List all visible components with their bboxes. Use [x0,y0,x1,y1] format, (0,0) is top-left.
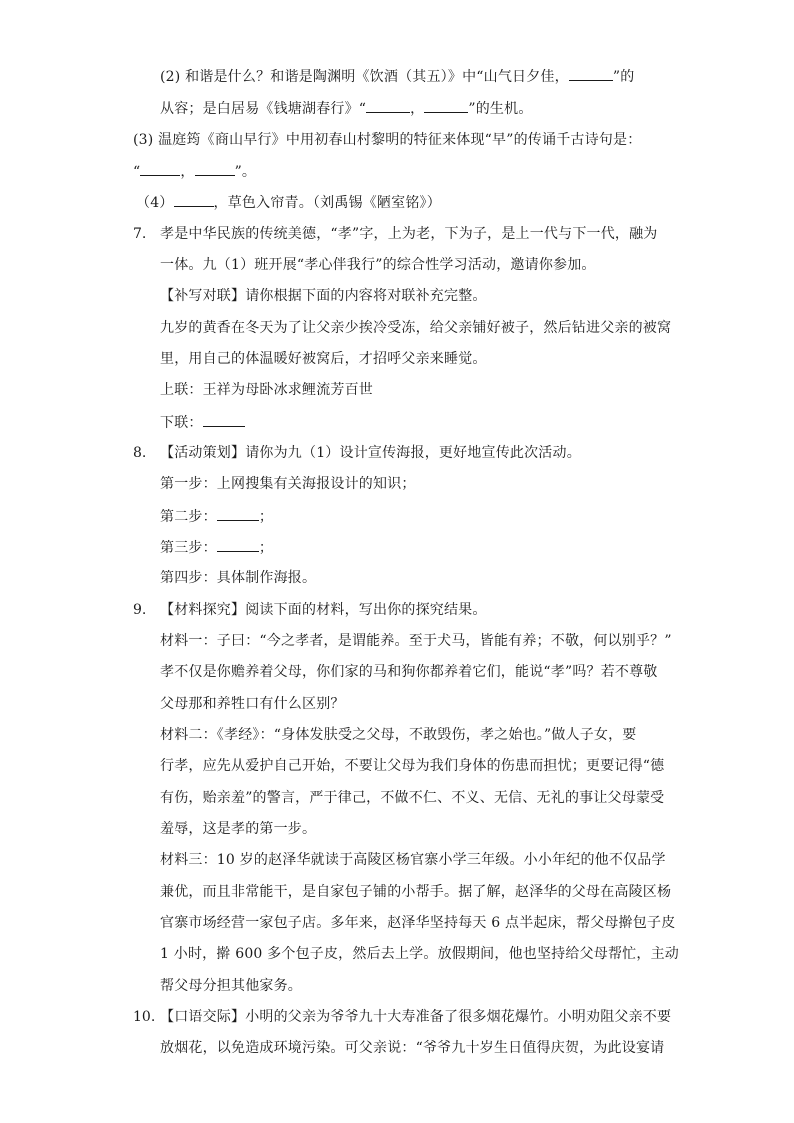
q7-stem-line2: 一体。九（1）班开展“孝心伴我行”的综合性学习活动，邀请你参加。 [160,257,596,273]
q6-part4: （4） ，草色入帘青。（刘禹锡《陋室铭》） [136,192,441,213]
q9-material3-line2: 兼优，而且非常能干，是自家包子铺的小帮手。据了解，赵泽华的父母在高陵区杨 [160,884,672,900]
q7-stem-line1: 孝是中华民族的传统美德，“孝”字，上为老，下为子，是上一代与下一代，融为 [160,226,658,242]
q9-material1-line1: 材料一：子曰：“今之孝者，是谓能养。至于犬马，皆能有养；不敬，何以别乎？” [160,633,672,649]
q9-material3-line5: 帮父母分担其他家务。 [160,978,302,994]
q7-upper-couplet: 上联：王祥为母卧冰求鲤流芳百世 [160,382,373,398]
answer-blank[interactable] [203,412,245,427]
q8-step1: 第一步：上网搜集有关海报设计的知识； [160,476,416,492]
answer-blank[interactable] [569,66,613,81]
q9-material2-line2: 行孝，应先从爱护自己开始，不要让父母为我们身体的伤患而担忧；更要记得“德 [160,758,665,774]
q9-stem: 【材料探究】阅读下面的材料，写出你的探究结果。 [160,602,487,618]
q8-step3: 第三步： ； [160,537,273,558]
q7-task: 【补写对联】请你根据下面的内容将对联补充完整。 [160,288,487,304]
q6-part3-line1: (3) 温庭筠《商山早行》中用初春山村黎明的特征来体现“早”的传诵千古诗句是： [133,132,642,148]
q9-material3-line4: 1 小时，擀 600 多个包子皮，然后去上学。放假期间，他也坚持给父母帮忙，主动 [160,946,679,962]
answer-blank[interactable] [366,98,410,113]
q8-step4: 第四步：具体制作海报。 [160,570,317,586]
answer-blank[interactable] [424,98,468,113]
answer-blank[interactable] [140,161,180,176]
question-number: 9. [133,602,147,618]
question-number: 10. [133,1009,156,1025]
answer-blank[interactable] [195,161,235,176]
q9-material2-line3: 有伤，贻亲羞”的警言，严于律己，不做不仁、不义、无信、无礼的事让父母蒙受 [160,790,665,806]
q9-material2-line1: 材料二：《孝经》：“身体发肤受之父母，不敢毁伤，孝之始也。”做人子女，要 [160,727,637,743]
q6-part2-line2: 从容；是白居易《钱塘湖春行》“ ， ”的生机。 [160,98,533,119]
q9-material2-line4: 羞辱，这是孝的第一步。 [160,821,317,837]
q9-material1-line3: 父母那和养牲口有什么区别？ [160,696,345,712]
question-number: 8. [133,445,147,461]
q9-material3-line3: 官寨市场经营一家包子店。多年来，赵泽华坚持每天 6 点半起床，帮父母擀包子皮 [160,915,676,931]
answer-blank[interactable] [217,506,259,521]
q10-stem-line2: 放烟花，以免造成环境污染。可父亲说：“爷爷九十岁生日值得庆贺，为此设宴请 [160,1040,665,1056]
q7-lower-couplet: 下联： [160,412,245,433]
question-number: 7. [133,226,147,242]
q9-material3-line1: 材料三：10 岁的赵泽华就读于高陵区杨官寨小学三年级。小小年纪的他不仅品学 [160,852,666,868]
q8-stem: 【活动策划】请你为九（1）设计宣传海报，更好地宣传此次活动。 [160,445,581,461]
answer-blank[interactable] [217,537,259,552]
q7-material-line2: 里，用自己的体温暖好被窝后，才招呼父亲来睡觉。 [160,351,487,367]
q10-stem-line1: 【口语交际】小明的父亲为爷爷九十大寿准备了很多烟花爆竹。小明劝阻父亲不要 [160,1009,672,1025]
q6-part2-line1: (2) 和谐是什么？和谐是陶渊明《饮酒（其五）》中“山气日夕佳， ”的 [160,66,634,87]
answer-blank[interactable] [174,192,214,207]
q6-part3-line2: “ ， ”。 [133,161,256,182]
q7-material-line1: 九岁的黄香在冬天为了让父亲少挨冷受冻，给父亲铺好被子，然后钻进父亲的被窝 [160,320,672,336]
q9-material1-line2: 孝不仅是你赡养着父母，你们家的马和狗你都养着它们，能说“孝”吗？若不尊敬 [160,664,658,680]
q8-step2: 第二步： ； [160,506,273,527]
